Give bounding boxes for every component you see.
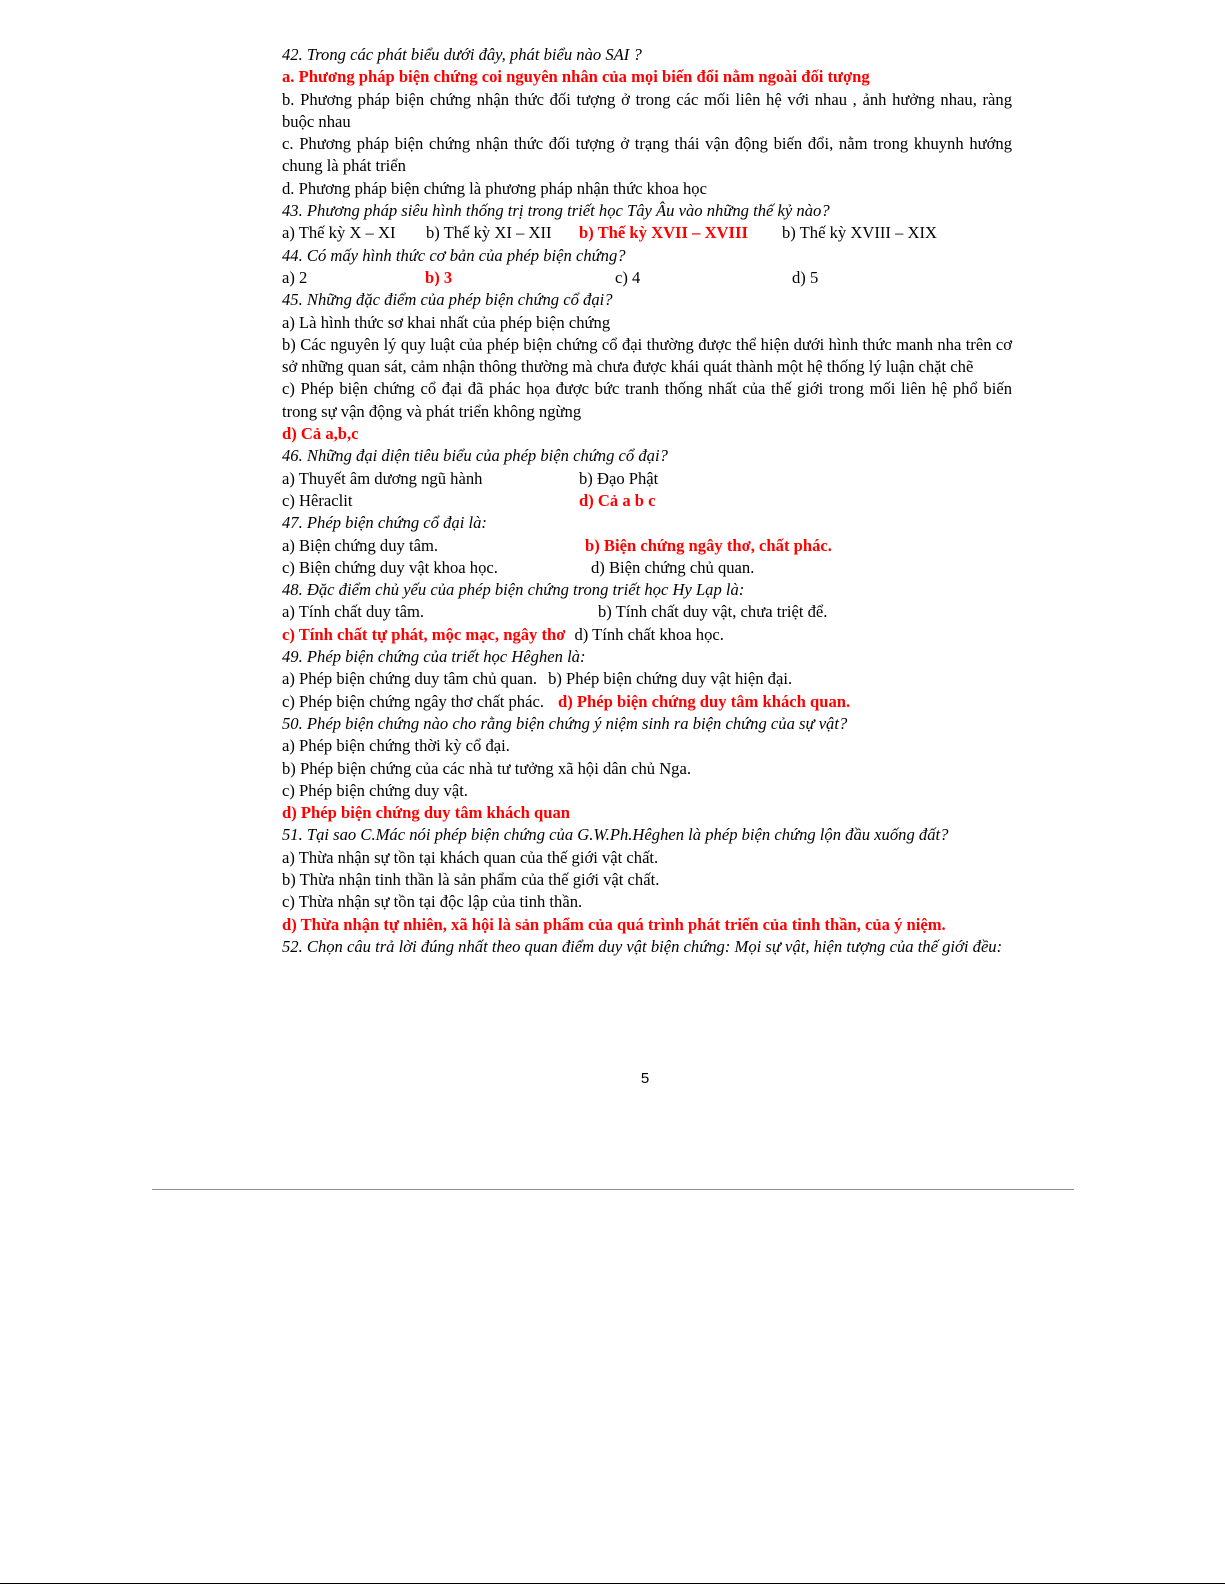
q43-option-d: b) Thế kỳ XVIII – XIX xyxy=(782,223,937,243)
q46-option-c: c) Hêraclit xyxy=(282,490,353,510)
question-47: 47. Phép biện chứng cổ đại là: xyxy=(282,513,487,533)
q43-options xyxy=(282,222,1012,244)
q45-option-b: b) Các nguyên lý quy luật của phép biện chứng cổ đại thường được thể hiện dưới hình thức manh nha trên cơ sở những quan sát, cảm nhận thông thường mà chưa được khái quát thành một hệ thống lý luận chặt chẽ xyxy=(282,334,1012,377)
question-42: 42. Trong các phát biểu dưới đây, phát biểu nào SAI ? xyxy=(282,45,642,64)
question-51: 51. Tại sao C.Mác nói phép biện chứng của G.W.Ph.Hêghen là phép biện chứng lộn đầu xuống đất? xyxy=(282,825,949,845)
q48-answer-c: c) Tính chất tự phát, mộc mạc, ngây thơ xyxy=(282,624,566,644)
q47-option-a: a) Biện chứng duy tâm. xyxy=(282,535,438,555)
q51-option-b: b) Thừa nhận tinh thần là sản phẩm của thế giới vật chất. xyxy=(282,869,660,889)
q45-option-c: c) Phép biện chứng cổ đại đã phác họa được bức tranh thống nhất của thế giới trong mối liên hệ phổ biến trong sự vận động và phát triển không ngừng xyxy=(282,379,1012,421)
q50-option-b: b) Phép biện chứng của các nhà tư tưởng xã hội dân chủ Nga. xyxy=(282,758,691,778)
q45-option-a: a) Là hình thức sơ khai nhất của phép biện chứng xyxy=(282,312,611,332)
question-44: 44. Có mấy hình thức cơ bản của phép biện chứng? xyxy=(282,245,626,265)
q47-options-row-1 xyxy=(282,535,1012,557)
q48-option-d: d) Tính chất khoa học. xyxy=(574,624,724,644)
question-46: 46. Những đại diện tiêu biểu của phép biện chứng cổ đại? xyxy=(282,446,668,466)
question-48: 48. Đặc điểm chủ yếu của phép biện chứng trong triết học Hy Lạp là: xyxy=(282,580,745,600)
q49-options-row-1 xyxy=(282,668,1012,690)
q50-option-c: c) Phép biện chứng duy vật. xyxy=(282,780,468,800)
q44-option-a: a) 2 xyxy=(282,267,308,287)
question-50: 50. Phép biện chứng nào cho rằng biện chứng ý niệm sinh ra biện chứng của sự vật? xyxy=(282,713,848,733)
document-body xyxy=(282,44,1012,958)
page-divider xyxy=(152,1189,1074,1190)
q49-option-b: b) Phép biện chứng duy vật hiện đại. xyxy=(548,669,793,689)
q44-answer-b: b) 3 xyxy=(425,267,453,287)
question-43: 43. Phương pháp siêu hình thống trị trong triết học Tây Âu vào những thế kỷ nào? xyxy=(282,201,830,221)
bottom-edge-line xyxy=(0,1583,1225,1584)
q43-answer-c: b) Thế kỳ XVII – XVIII xyxy=(579,223,748,243)
q49-options-row-2 xyxy=(282,691,1012,713)
q44-option-c: c) 4 xyxy=(615,267,641,287)
q50-answer-d: d) Phép biện chứng duy tâm khách quan xyxy=(282,803,570,823)
q47-options-row-2 xyxy=(282,557,1012,579)
q46-options-row-2 xyxy=(282,490,1012,512)
question-52: 52. Chọn câu trả lời đúng nhất theo quan điểm duy vật biện chứng: Mọi sự vật, hiện tượng của thế giới đều: xyxy=(282,936,1003,956)
q42-option-b: b. Phương pháp biện chứng nhận thức đối tượng ở trong các mối liên hệ với nhau , ảnh hưởng nhau, ràng buộc nhau xyxy=(282,89,1012,131)
page-number: 5 xyxy=(640,1070,650,1087)
q48-option-b: b) Tính chất duy vật, chưa triệt để. xyxy=(598,602,828,622)
q47-option-d: d) Biện chứng chủ quan. xyxy=(591,557,755,577)
q46-option-b: b) Đạo Phật xyxy=(579,468,659,488)
q45-answer-d: d) Cả a,b,c xyxy=(282,424,359,444)
q51-option-c: c) Thừa nhận sự tồn tại độc lập của tinh thần. xyxy=(282,892,583,912)
q42-option-d: d. Phương pháp biện chứng là phương pháp nhận thức khoa học xyxy=(282,178,707,198)
q46-option-a: a) Thuyết âm dương ngũ hành xyxy=(282,468,483,488)
q42-answer-a: a. Phương pháp biện chứng coi nguyên nhân của mọi biến đổi nằm ngoài đối tượng xyxy=(282,67,870,87)
q51-option-a: a) Thừa nhận sự tồn tại khách quan của thế giới vật chất. xyxy=(282,847,659,867)
q47-option-c: c) Biện chứng duy vật khoa học. xyxy=(282,557,498,577)
q46-answer-d: d) Cả a b c xyxy=(579,490,656,510)
q42-option-c: c. Phương pháp biện chứng nhận thức đối tượng ở trạng thái vận động biến đổi, nằm trong khuynh hướng chung là phát triển xyxy=(282,134,1012,176)
q47-answer-b: b) Biện chứng ngây thơ, chất phác. xyxy=(585,535,832,555)
q50-option-a: a) Phép biện chứng thời kỳ cổ đại. xyxy=(282,736,510,756)
q51-answer-d: d) Thừa nhận tự nhiên, xã hội là sản phẩm của quá trình phát triển của tinh thần, của ý niệm. xyxy=(282,914,946,934)
q48-options-row-1 xyxy=(282,601,1012,623)
q46-options-row-1 xyxy=(282,468,1012,490)
q43-option-b: b) Thế kỳ XI – XII xyxy=(426,223,552,243)
q44-options xyxy=(282,267,1012,289)
question-49: 49. Phép biện chứng của triết học Hêghen là: xyxy=(282,647,586,667)
q49-answer-d: d) Phép biện chứng duy tâm khách quan. xyxy=(557,691,851,711)
q48-options-row-2 xyxy=(282,624,1012,646)
q48-option-a: a) Tính chất duy tâm. xyxy=(282,602,425,622)
q44-option-d: d) 5 xyxy=(792,267,819,287)
q49-option-c: c) Phép biện chứng ngây thơ chất phác. xyxy=(282,691,544,711)
q49-option-a: a) Phép biện chứng duy tâm chủ quan. xyxy=(282,669,538,689)
q43-option-a: a) Thế kỳ X – XI xyxy=(282,223,396,243)
question-45: 45. Những đặc điểm của phép biện chứng cổ đại? xyxy=(282,290,613,310)
